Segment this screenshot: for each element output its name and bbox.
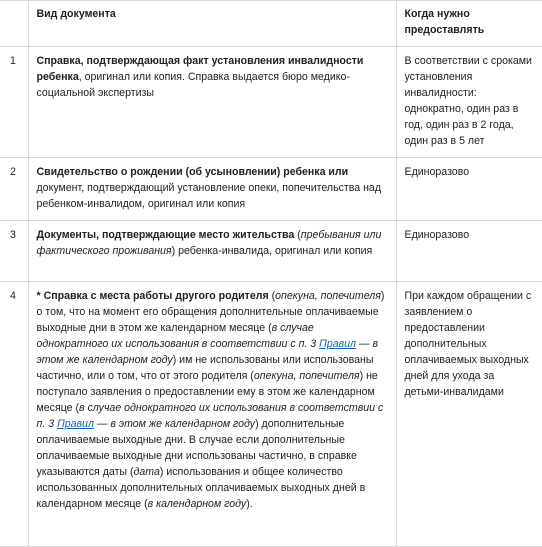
row-number: 1 (0, 47, 28, 158)
desc-text: ) им не использованы или использованы частично, или о том, что от этого родителя ( (36, 354, 374, 382)
desc-italic-text: — в этом же календарном году (36, 338, 379, 366)
desc-italic-text: в случае однократного их использования в соответствии с п. 3 (36, 322, 320, 350)
row-when: В соответствии с сроками установления инвалидности: однократно, один раз в год, один раз в 2 года, один раз в 5 лет (396, 47, 542, 158)
rules-link[interactable]: Правил (319, 338, 356, 350)
desc-bold-text: Свидетельство о рождении (об усыновлении) ребенка или (36, 166, 349, 178)
desc-italic-text: опекуна, попечителя (253, 370, 360, 382)
table-header-row (0, 1, 542, 47)
desc-italic-text: дата (133, 466, 160, 478)
rules-link[interactable]: Правил (57, 418, 94, 430)
desc-text: ) дополнительные оплачиваемые выходные дни. В случае если дополнительные оплачиваемые выходные дни использованы частично, в справке указываются даты ( (36, 418, 357, 478)
desc-italic-text: опекуна, попечителя (275, 290, 381, 302)
row-when: При каждом обращении с заявлением о предоставлении дополнительных оплачиваемых выходных дней для ухода за детьми-инвалидами (396, 282, 542, 547)
header-doc-type: Вид документа (28, 1, 396, 47)
table-row (0, 282, 542, 547)
row-description (28, 158, 396, 221)
desc-bold-text: Справка, подтверждающая факт установления инвалидности ребенка (36, 55, 364, 83)
desc-text: ) о том, что на момент его обращения дополнительные оплачиваемые выходные дни в этом же календарном месяце ( (36, 290, 385, 334)
row-number: 4 (0, 282, 28, 547)
table-row (0, 221, 542, 282)
row-number: 2 (0, 158, 28, 221)
row-number: 3 (0, 221, 28, 282)
row-when: Единоразово (396, 158, 542, 221)
desc-text: , оригинал или копия. Справка выдается бюро медико-социальной экспертизы (36, 71, 350, 99)
row-description (28, 282, 396, 547)
header-num (0, 1, 28, 47)
row-description (28, 221, 396, 282)
desc-text: ) использования и общее количество использованных дополнительных оплачиваемых выходных дней в календарном месяце ( (36, 466, 366, 510)
desc-italic-text: пребывания или фактического проживания (36, 229, 382, 257)
desc-italic-text: — в этом же календарном году (93, 418, 256, 430)
desc-text: ) ребенка-инвалида, оригинал или копия (171, 245, 373, 257)
desc-italic-text: в календарном году (147, 498, 247, 510)
header-when: Когда нужно предоставлять (396, 1, 542, 47)
desc-text: ( (268, 290, 276, 302)
table-row (0, 47, 542, 158)
desc-text: ( (294, 229, 301, 241)
row-when: Единоразово (396, 221, 542, 282)
desc-bold-text: Документы, подтверждающие место жительства (36, 229, 295, 241)
table-row (0, 158, 542, 221)
row-description (28, 47, 396, 158)
desc-text: ) не поступало заявления о предоставлении ему в этом же календарном месяце ( (36, 370, 378, 414)
desc-text: документ, подтверждающий установление опеки, попечительства над ребенком-инвалидом, оригинал или копия (36, 182, 382, 210)
desc-bold-text: * Справка с места работы другого родителя (36, 290, 269, 302)
desc-italic-text: в случае однократного их использования в соответствии с п. 3 (36, 402, 384, 430)
desc-text: ). (246, 498, 253, 510)
